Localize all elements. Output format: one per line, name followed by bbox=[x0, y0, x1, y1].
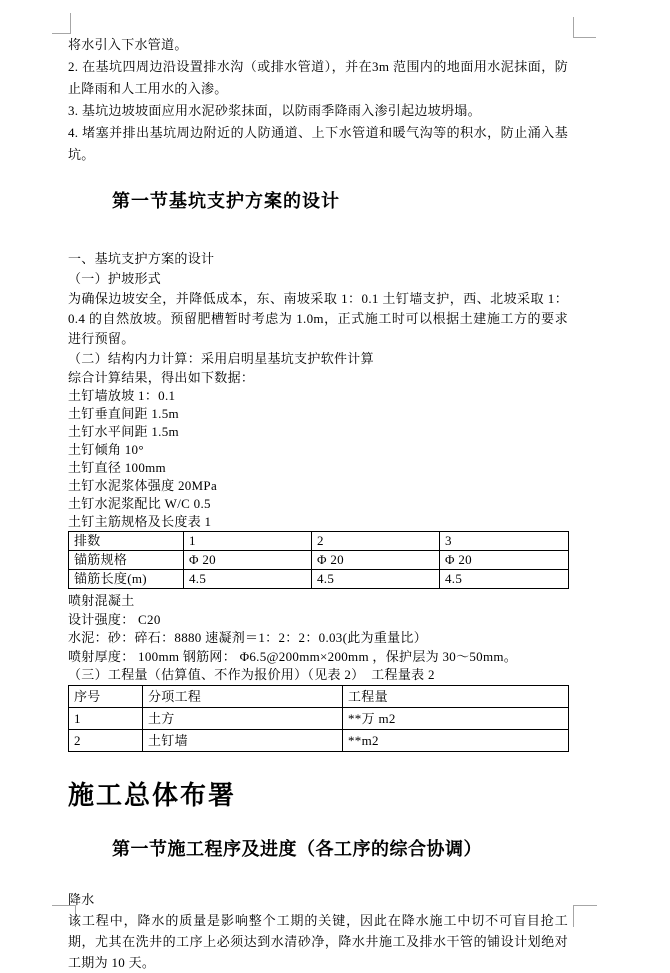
data-line: 土钉水泥浆体强度 20MPa bbox=[68, 478, 218, 493]
table-cell: 2 bbox=[69, 729, 143, 751]
table-cell: 4.5 bbox=[440, 570, 569, 589]
data-line: 水泥：砂：碎石：8880 速凝剂＝1：2：2：0.03(此为重量比） bbox=[68, 630, 428, 645]
document-content bbox=[68, 30, 568, 973]
table-row bbox=[69, 551, 569, 570]
crop-mark-top-right-icon bbox=[573, 17, 596, 38]
numbered-item: 4. 堵塞并排出基坑周边附近的人防通道、上下水管道和暖气沟等的积水，防止涌入基坑。 bbox=[68, 125, 568, 162]
table-cell: 土方 bbox=[143, 707, 343, 729]
table-row bbox=[69, 685, 569, 707]
data-line: 综合计算结果，得出如下数据： bbox=[68, 370, 255, 385]
data-line: （三）工程量（估算值、不作为报价用）（见表 2） 工程量表 2 bbox=[68, 667, 435, 682]
body-paragraph: 为确保边坡安全，并降低成本，东、南坡采取 1：0.1 土钉墙支护，西、北坡采取 1：0.4 的自然放坡。预留肥槽暂时考虑为 1.0m，正式施工时可以根据土建施工方的要求进行预留。 bbox=[68, 291, 568, 346]
quantity-table bbox=[68, 685, 569, 752]
shotcrete-specs bbox=[68, 592, 568, 685]
table-row bbox=[69, 532, 569, 551]
numbered-item: 2. 在基坑四周边沿设置排水沟（或排水管道），并在3m 范围内的地面用水泥抹面，防止降雨和人工用水的入渗。 bbox=[68, 59, 568, 96]
data-line: 土钉墙放坡 1：0.1 bbox=[68, 388, 176, 403]
table-cell: 序号 bbox=[69, 685, 143, 707]
table-cell: 4.5 bbox=[184, 570, 312, 589]
data-line: 喷射混凝土 bbox=[68, 593, 135, 608]
numbered-item: 3. 基坑边坡坡面应用水泥砂浆抹面，以防雨季降雨入渗引起边坡坍塌。 bbox=[68, 103, 481, 118]
table-row bbox=[69, 729, 569, 751]
table-cell: **m2 bbox=[343, 729, 569, 751]
table-cell: 锚筋规格 bbox=[69, 551, 184, 570]
table-cell: Φ 20 bbox=[440, 551, 569, 570]
table-cell: 3 bbox=[440, 532, 569, 551]
table-cell: Φ 20 bbox=[312, 551, 440, 570]
table-row bbox=[69, 570, 569, 589]
data-line: 土钉主筋规格及长度表 1 bbox=[68, 514, 212, 529]
body-line: 将水引入下水管道。 bbox=[68, 37, 188, 52]
table-cell: 工程量 bbox=[343, 685, 569, 707]
table-cell: 2 bbox=[312, 532, 440, 551]
body-line: 降水 bbox=[68, 891, 95, 907]
table-cell: 分项工程 bbox=[143, 685, 343, 707]
data-line: 土钉倾角 10° bbox=[68, 442, 144, 457]
table-cell: 1 bbox=[69, 707, 143, 729]
table-cell: 1 bbox=[184, 532, 312, 551]
data-line: 土钉垂直间距 1.5m bbox=[68, 406, 179, 421]
table-cell: Φ 20 bbox=[184, 551, 312, 570]
section-heading-schedule: 第一节施工程序及进度（各工序的综合协调） bbox=[112, 838, 482, 859]
data-line: 设计强度： C20 bbox=[68, 611, 161, 627]
body-line: （一）护坡形式 bbox=[68, 271, 162, 286]
table-cell: 排数 bbox=[69, 532, 184, 551]
data-line: 喷射厚度： 100mm 钢筋网： Φ6.5@200mm×200mm ，保护层为 30～50mm。 bbox=[68, 648, 518, 664]
design-paragraphs bbox=[68, 249, 568, 369]
section-heading-support-design: 第一节基坑支护方案的设计 bbox=[112, 191, 340, 211]
data-line: 土钉直径 100mm bbox=[68, 460, 166, 475]
chapter-title: 施工总体布署 bbox=[68, 780, 237, 810]
intro-paragraph bbox=[68, 34, 568, 166]
table-cell: 锚筋长度(m) bbox=[69, 570, 184, 589]
table-cell: **万 m2 bbox=[343, 707, 569, 729]
crop-mark-bottom-right-icon bbox=[573, 905, 597, 927]
body-paragraph: 该工程中，降水的质量是影响整个工期的关键，因此在降水施工中切不可盲目抢工期，尤其在洗井的工序上必须达到水清砂净，降水井施工及排水干管的铺设计划绝对工期为 10 天。 bbox=[68, 912, 568, 970]
table-row bbox=[69, 707, 569, 729]
table-cell: 土钉墙 bbox=[143, 729, 343, 751]
nail-spec-table bbox=[68, 531, 569, 589]
table-cell: 4.5 bbox=[312, 570, 440, 589]
calculation-results-list bbox=[68, 369, 568, 531]
body-line: 一、基坑支护方案的设计 bbox=[68, 251, 215, 266]
data-line: 土钉水泥浆配比 W/C 0.5 bbox=[68, 496, 211, 511]
data-line: 土钉水平间距 1.5m bbox=[68, 424, 179, 439]
body-line: （二）结构内力计算：采用启明星基坑支护软件计算 bbox=[68, 351, 374, 366]
